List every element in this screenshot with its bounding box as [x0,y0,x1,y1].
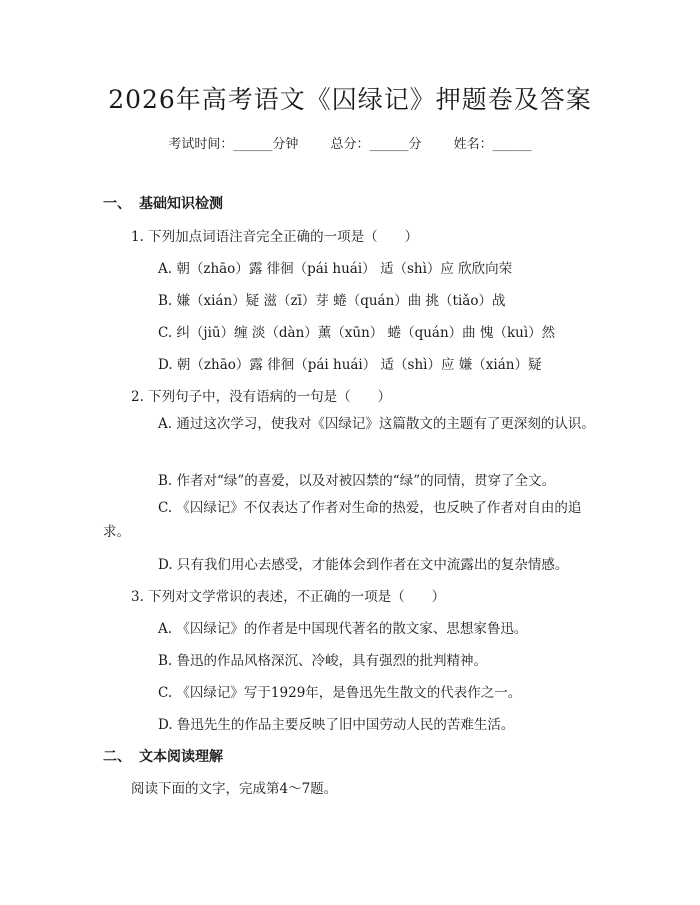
page-title: 2026年高考语文《囚绿记》押题卷及答案 [108,85,592,114]
question-2-option-d: D. 只有我们用心去感受，才能体会到作者在文中流露出的复杂情感。 [158,557,569,573]
question-3-option-d: D. 鲁迅先生的作品主要反映了旧中国劳动人民的苦难生活。 [158,717,515,733]
question-2-option-c: C. 《囚绿记》不仅表达了作者对生命的热爱，也反映了作者对自由的追求。 [103,500,582,540]
question-2-stem: 2. 下列句子中，没有语病的一句是（ ） [131,389,392,405]
reading-instructions: 阅读下面的文字，完成第4～7题。 [131,781,338,797]
question-1-option-b: B. 嫌（xián）疑 滋（zī）芽 蜷（quán）曲 挑（tiǎo）战 [158,293,506,309]
exam-score: 总分：______分 [330,137,422,152]
question-3-option-a: A. 《囚绿记》的作者是中国现代著名的散文家、思想家鲁迅。 [158,621,528,637]
section-number: 二、 [103,749,131,765]
question-3-option-b: B. 鲁迅的作品风格深沉、冷峻，具有强烈的批判精神。 [158,653,488,669]
exam-meta [0,133,700,152]
section-heading-2 [103,746,223,766]
question-1-stem: 1. 下列加点词语注音完全正确的一项是（ ） [131,229,419,245]
question-3-option-c: C. 《囚绿记》写于1929年，是鲁迅先生散文的代表作之一。 [158,685,522,701]
section-title: 文本阅读理解 [139,749,223,765]
question-1-option-c: C. 纠（jiū）缠 淡（dàn）薰（xūn） 蜷（quán）曲 愧（kuì）然 [158,325,556,341]
question-1-option-d: D. 朝（zhāo）露 徘徊（pái huái） 适（shì）应 嫌（xián）疑 [158,357,542,373]
section-title: 基础知识检测 [139,196,223,212]
question-2-option-b: B. 作者对“绿”的喜爱，以及对被囚禁的“绿”的同情，贯穿了全文。 [158,473,556,489]
exam-time: 考试时间：______分钟 [168,137,299,152]
exam-name: 姓名：______ [453,137,532,152]
question-2-option-a: A. 通过这次学习，使我对《囚绿记》这篇散文的主题有了更深刻的认识。 [158,416,595,432]
section-number: 一、 [103,196,131,212]
section-heading-1 [103,193,223,213]
question-1-option-a: A. 朝（zhāo）露 徘徊（pái huái） 适（shì）应 欣欣向荣 [158,261,513,277]
question-3-stem: 3. 下列对文学常识的表述，不正确的一项是（ ） [131,589,446,605]
